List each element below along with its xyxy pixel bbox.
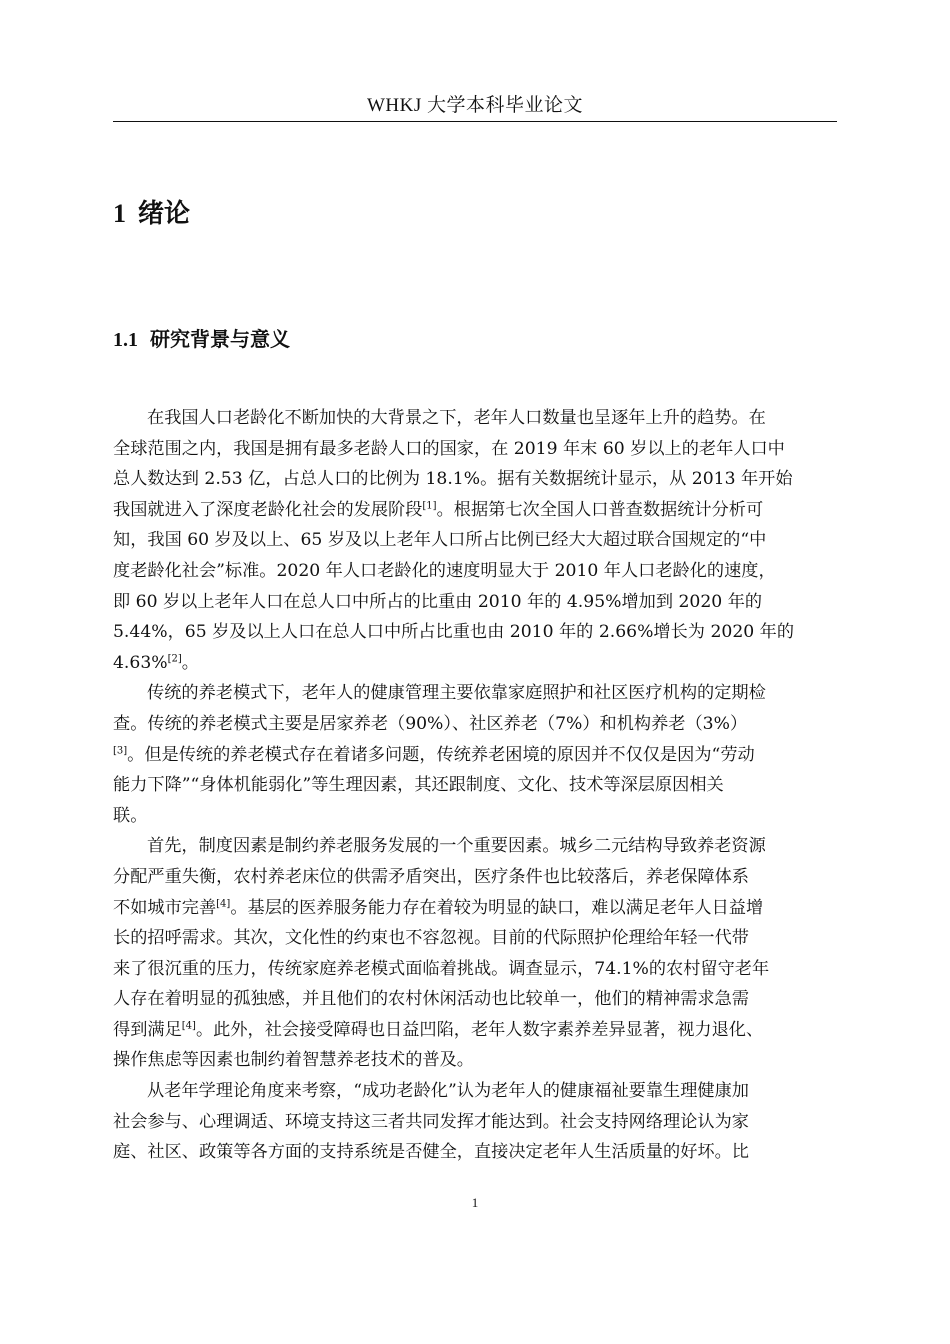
chapter-number: 1 xyxy=(113,199,126,228)
body-line: 5.44%，65 岁及以上人口在总人口中所占比重也由 2010 年的 2.66%增长为 2020 年的 xyxy=(113,622,795,643)
citation-ref: [2] xyxy=(167,653,182,665)
chapter-title: 绪论 xyxy=(138,199,191,229)
body-line: 得到满足[4]。此外，社会接受障碍也日益凹陷，老年人数字素养差异显著，视力退化、 xyxy=(113,1019,764,1040)
body-line: 全球范围之内，我国是拥有最多老龄人口的国家，在 2019 年末 60 岁以上的老年人口中 xyxy=(113,438,785,459)
body-line: 4.63%[2]。 xyxy=(113,652,199,673)
body-line: 即 60 岁以上老年人口在总人口中所占的比重由 2010 年的 4.95%增加到 2020 年的 xyxy=(113,591,763,612)
body-line: 联。 xyxy=(113,805,148,826)
citation-ref: [4] xyxy=(181,1020,196,1032)
body-line: 总人数达到 2.53 亿，占总人口的比例为 18.1%。据有关数据统计显示，从 2013 年开始 xyxy=(113,469,793,490)
running-header: WHKJ 大学本科毕业论文 xyxy=(366,95,584,116)
body-line: 庭、社区、政策等各方面的支持系统是否健全，直接决定老年人生活质量的好坏。比 xyxy=(113,1142,749,1163)
body-line: 来了很沉重的压力，传统家庭养老模式面临着挑战。调查显示，74.1%的农村留守老年 xyxy=(113,958,770,979)
page-number: 1 xyxy=(471,1195,479,1210)
body-line: 社会参与、心理调适、环境支持这三者共同发挥才能达到。社会支持网络理论认为家 xyxy=(113,1111,749,1132)
section-number: 1.1 xyxy=(113,329,138,351)
body-line: 长的招呼需求。其次，文化性的约束也不容忽视。目前的代际照护伦理给年轻一代带 xyxy=(113,928,749,949)
body-line: 分配严重失衡，农村养老床位的供需矛盾突出，医疗条件也比较落后，养老保障体系 xyxy=(113,866,749,887)
body-line: 查。传统的养老模式主要是居家养老（90%）、社区养老（7%）和机构养老（3%） xyxy=(113,713,748,734)
body-line: 人存在着明显的孤独感，并且他们的农村休闲活动也比较单一，他们的精神需求急需 xyxy=(113,989,749,1010)
body-line: 首先，制度因素是制约养老服务发展的一个重要因素。城乡二元结构导致养老资源 xyxy=(147,836,766,857)
citation-ref: [3] xyxy=(113,744,128,756)
body-line: 能力下降”“身体机能弱化”等生理因素，其还跟制度、文化、技术等深层原因相关 xyxy=(113,775,724,796)
body-line: [3]。但是传统的养老模式存在着诸多问题，传统养老困境的原因并不仅仅是因为“劳动 xyxy=(113,744,755,765)
section-heading xyxy=(113,324,290,355)
body-line: 知，我国 60 岁及以上、65 岁及以上老年人口所占比例已经大大超过联合国规定的“中 xyxy=(113,530,767,551)
body-text xyxy=(113,403,837,1168)
section-title: 研究背景与意义 xyxy=(150,327,290,351)
body-line: 不如城市完善[4]。基层的医养服务能力存在着较为明显的缺口，难以满足老年人日益增 xyxy=(113,897,764,918)
body-line: 传统的养老模式下，老年人的健康管理主要依靠家庭照护和社区医疗机构的定期检 xyxy=(147,683,766,704)
header-rule xyxy=(113,121,837,122)
citation-ref: [1] xyxy=(422,500,437,512)
body-line: 在我国人口老龄化不断加快的大背景之下，老年人口数量也呈逐年上升的趋势。在 xyxy=(147,408,766,428)
citation-ref: [4] xyxy=(216,897,231,909)
body-line: 度老龄化社会”标准。2020 年人口老龄化的速度明显大于 2010 年人口老龄化的速度， xyxy=(113,560,776,581)
body-line: 我国就进入了深度老龄化社会的发展阶段[1]。根据第七次全国人口普查数据统计分析可 xyxy=(113,499,764,520)
body-line: 从老年学理论角度来考察，“成功老龄化”认为老年人的健康福祉要靠生理健康加 xyxy=(147,1081,749,1102)
chapter-heading xyxy=(113,196,190,232)
body-line: 操作焦虑等因素也制约着智慧养老技术的普及。 xyxy=(113,1050,474,1071)
